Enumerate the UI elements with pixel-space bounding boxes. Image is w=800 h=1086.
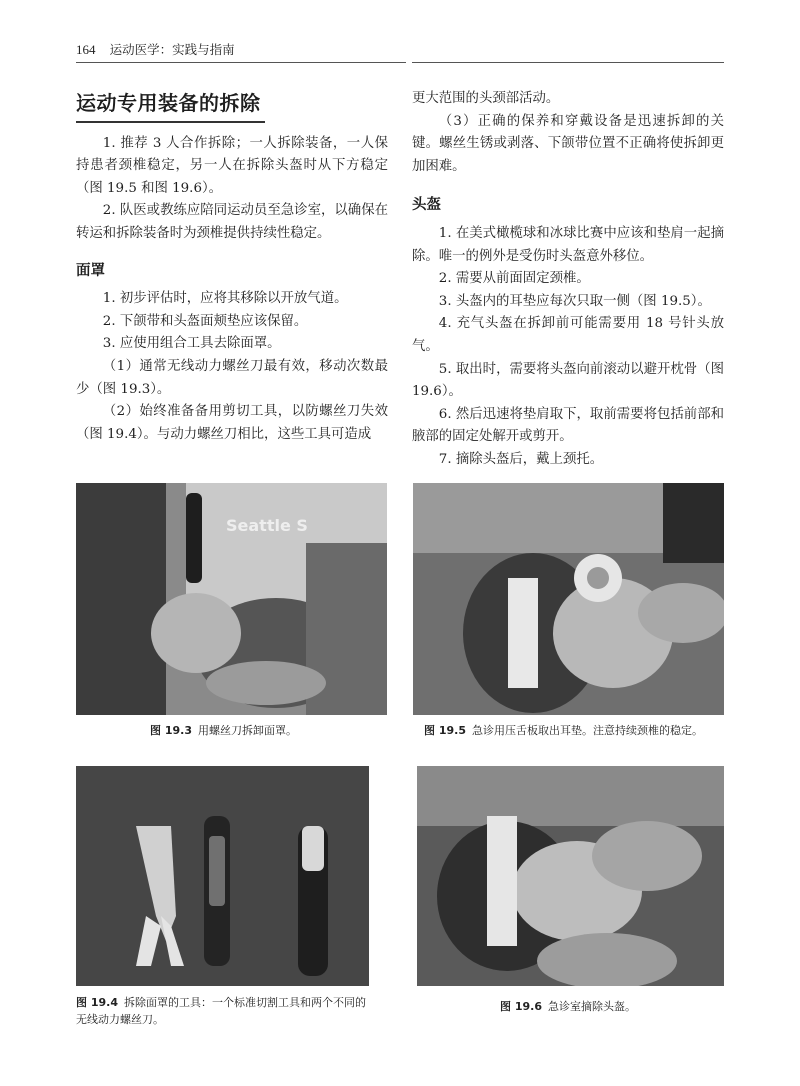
figure-19-5-caption [424,722,724,739]
photo-banner-text: Seattle S [226,516,308,535]
header-rule-left [76,62,406,63]
list-item: 1. 在美式橄榄球和冰球比赛中应该和垫肩一起摘除。唯一的例外是受伤时头盔意外移位。 [412,225,724,264]
header-rule-right [412,62,724,63]
list-item: 7. 摘除头盔后，戴上颈托。 [438,451,604,467]
figure-label: 图 19.6 [500,1000,542,1013]
figure-19-5-photo [413,483,724,715]
figure-caption-text: 急诊室摘除头盔。 [547,1000,636,1013]
list-item: 3. 头盔内的耳垫应每次只取一侧（图 19.5）。 [438,293,711,309]
list-item: （3）正确的保养和穿戴设备是迅速拆卸的关键。螺丝生锈或剥落、下颌带位置不正确将使拆卸更加困难。 [412,113,724,174]
list-item: 6. 然后迅速将垫肩取下，取前需要将包括前部和腋部的固定处解开或剪开。 [412,406,724,445]
figure-19-3-photo [76,483,387,715]
figure-19-4-caption [76,994,376,1028]
figure-19-6-photo [417,766,724,986]
list-item: 4. 充气头盔在拆卸前可能需要用 18 号针头放气。 [412,316,724,354]
figure-caption-text: 用螺丝刀拆卸面罩。 [197,724,297,737]
list-item: （1）通常无线动力螺丝刀最有效，移动次数最少（图 19.3）。 [76,358,388,397]
page-header [76,40,235,58]
figure-caption-text: 急诊用压舌板取出耳垫。注意持续颈椎的稳定。 [471,724,703,737]
helmet-heading: 头盔 [412,197,441,214]
list-item: 2. 下颌带和头盔面颊垫应该保留。 [102,313,308,329]
figure-label: 图 19.3 [150,724,192,737]
left-column [76,92,388,446]
figure-19-4-photo [76,766,369,986]
list-item: 3. 应使用组合工具去除面罩。 [102,336,281,352]
paragraph: 2. 队医或教练应陪同运动员至急诊室，以确保在转运和拆除装备时为颈椎提供持续性稳定。 [76,203,388,241]
figure-19-6-caption [500,998,720,1015]
page-number: 164 [76,42,96,57]
section-title: 运动专用装备的拆除 [76,92,265,123]
list-item: 1. 初步评估时，应将其移除以开放气道。 [102,291,348,307]
figure-19-3-caption [150,722,390,739]
book-title: 运动医学：实践与指南 [109,42,235,57]
paragraph-continuation: 更大范围的头颈部活动。 [412,91,560,106]
list-item: 2. 需要从前面固定颈椎。 [438,271,590,287]
mask-heading: 面罩 [76,262,105,279]
figure-caption-text: 拆除面罩的工具：一个标准切割工具和两个不同的无线动力螺丝刀。 [76,996,366,1026]
figure-label: 图 19.4 [76,996,118,1009]
paragraph: 1. 推荐 3 人合作拆除；一人拆除装备，一人保持患者颈椎稳定，另一人在拆除头盔时从下方稳定（图 19.5 和图 19.6）。 [76,135,388,196]
list-item: （2）始终准备备用剪切工具，以防螺丝刀失效（图 19.4）。与动力螺丝刀相比，这些工具可造成 [76,404,388,442]
right-column [412,88,724,472]
list-item: 5. 取出时，需要将头盔向前滚动以避开枕骨（图 19.6）。 [412,361,724,400]
figure-label: 图 19.5 [424,724,466,737]
